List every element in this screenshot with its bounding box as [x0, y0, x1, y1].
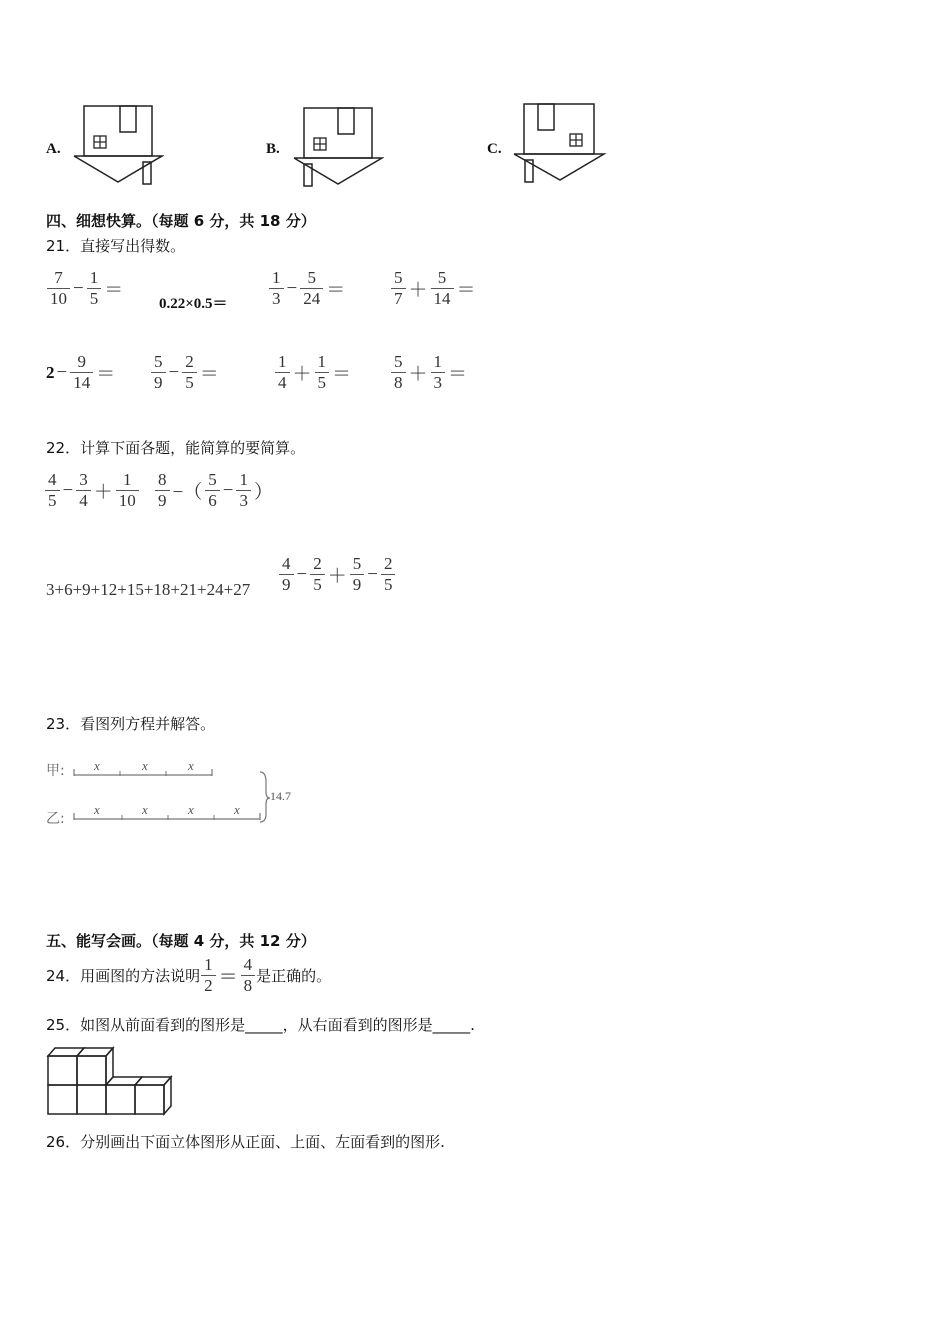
q21-expr-7: $\frac{1}{4}$ ＋ $\frac{1}{5}$ ＝ [274, 352, 353, 393]
q22-expr-3: 3+6+9+12+15+18+21+24+27 [46, 580, 251, 599]
question-24-label: 24．用画图的方法说明 $\frac{1}{2}$ ＝ $\frac{4}{8}$ 是正确的。 [46, 955, 332, 995]
q22-expr-1: $\frac{4}{5}$ − $\frac{3}{4}$ ＋ $\frac{1}{10}$ [44, 470, 140, 511]
jia-label: 甲: [46, 763, 65, 779]
q23-line-diagram: 甲: 乙: x x x x x x x 14.7 [44, 752, 324, 834]
cube-stack-figure [44, 1044, 180, 1118]
total-value: 14.7 [270, 789, 291, 803]
question-25-label: 25．如图从前面看到的图形是_____，从右面看到的图形是_____. [46, 1016, 475, 1034]
q21-expr-4: $\frac{5}{7}$ ＋ $\frac{5}{14}$ ＝ [390, 268, 478, 309]
q21-expr-2: 0.22×0.5＝ [159, 296, 228, 312]
option-a-label: A. [46, 141, 61, 157]
section-5-title: 五、能写会画。（每题 4 分，共 12 分） [46, 932, 316, 950]
question-22-label: 22．计算下面各题，能简算的要简算。 [46, 439, 306, 457]
q22-expr-2: $\frac{8}{9}$ −（ $\frac{5}{6}$ − $\frac{1}{3}$ ） [154, 470, 275, 511]
house-figure-a [72, 102, 164, 188]
q22-expr-4: $\frac{4}{9}$ − $\frac{2}{5}$ ＋ $\frac{5}{9}$ − $\frac{2}{5}$ [278, 554, 396, 595]
q21-expr-1: $\frac{7}{10}$ − $\frac{1}{5}$ ＝ [46, 268, 125, 309]
option-b-label: B. [266, 141, 280, 157]
q21-expr-6: $\frac{5}{9}$ − $\frac{2}{5}$ ＝ [150, 352, 221, 393]
house-figure-c [512, 100, 608, 186]
option-c-label: C. [487, 141, 502, 157]
section-4-title: 四、细想快算。（每题 6 分，共 18 分） [46, 212, 316, 230]
house-figure-b [292, 104, 384, 190]
q21-expr-8: $\frac{5}{8}$ ＋ $\frac{1}{3}$ ＝ [390, 352, 469, 393]
question-21-label: 21．直接写出得数。 [46, 237, 186, 255]
question-26-label: 26．分别画出下面立体图形从正面、上面、左面看到的图形. [46, 1133, 445, 1151]
yi-label: 乙: [46, 811, 65, 827]
q21-expr-3: $\frac{1}{3}$ − $\frac{5}{24}$ ＝ [268, 268, 347, 309]
q21-expr-5: 2 − $\frac{9}{14}$ ＝ [46, 352, 116, 392]
question-23-label: 23．看图列方程并解答。 [46, 715, 216, 733]
